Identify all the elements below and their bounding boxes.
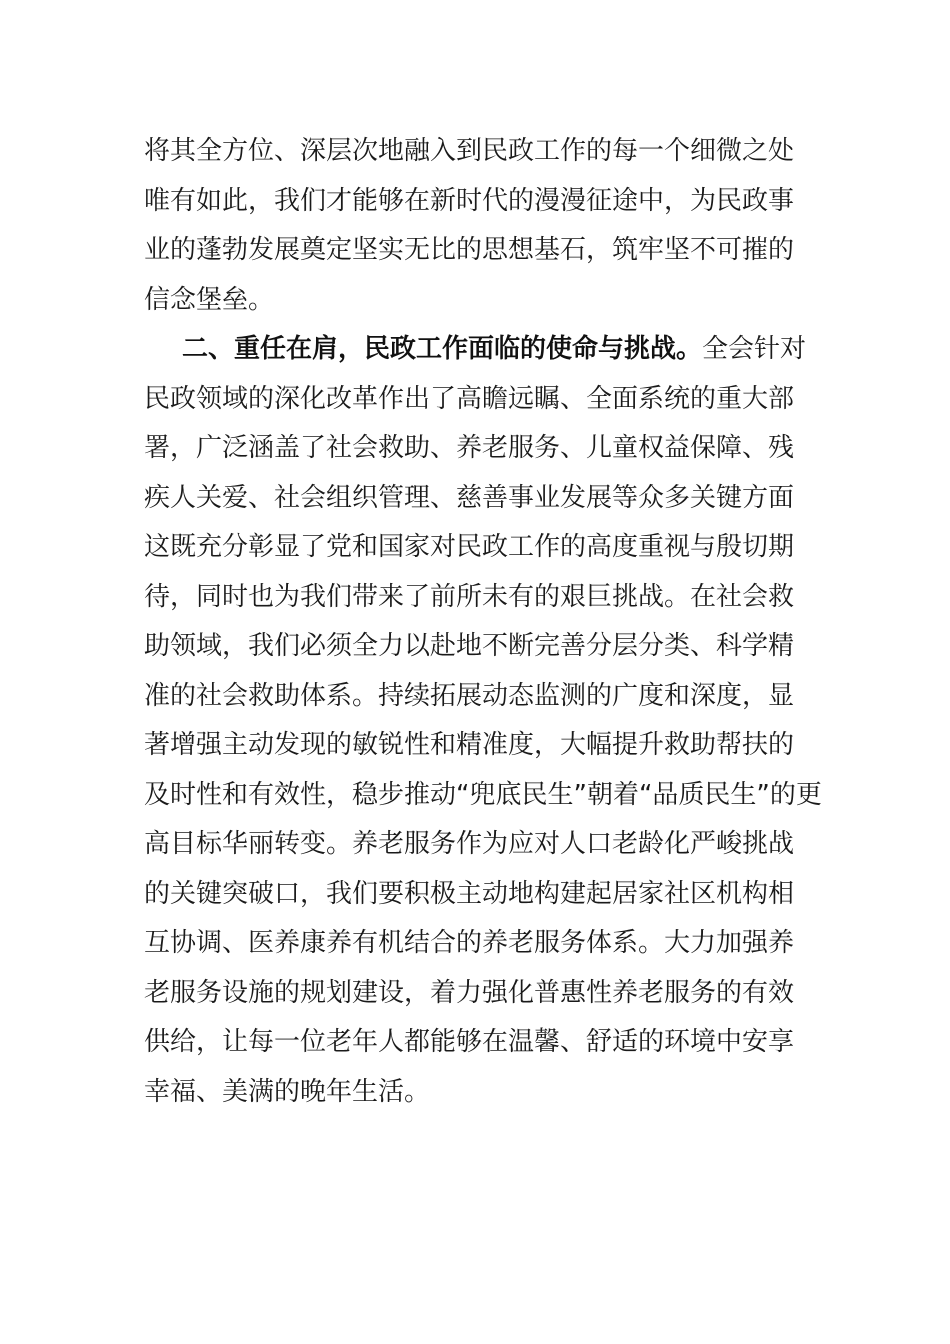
- text-line: [144, 325, 808, 375]
- text-line: 将其全方位、深层次地融入到民政工作的每一个细微之处: [144, 136, 795, 166]
- body-text: [144, 127, 822, 1117]
- text-line: 互协调、医养康养有机结合的养老服务体系。大力加强养: [144, 928, 795, 958]
- text-line: 待，同时也为我们带来了前所未有的艰巨挑战。在社会救: [144, 581, 795, 612]
- text-line: 及时性和有效性，稳步推动“兜底民生”朝着“品质民生”的更: [144, 779, 822, 810]
- text-line: 信念堡垒。: [144, 284, 275, 315]
- text-line: 唯有如此，我们才能够在新时代的漫漫征途中，为民政事: [144, 185, 795, 216]
- text-line: 著增强主动发现的敏锐性和精准度，大幅提升救助帮扶的: [144, 730, 795, 760]
- text-line: 助领域，我们必须全力以赴地不断完善分层分类、科学精: [144, 631, 795, 661]
- text-line: 准的社会救助体系。持续拓展动态监测的广度和深度，显: [144, 680, 795, 711]
- text-line: 老服务设施的规划建设，着力强化普惠性养老服务的有效: [144, 977, 795, 1008]
- text-line: 幸福、美满的晚年生活。: [144, 1076, 431, 1107]
- text-line: 这既充分彰显了党和国家对民政工作的高度重视与殷切期: [144, 532, 795, 562]
- text-line: 署，广泛涵盖了社会救助、养老服务、儿童权益保障、残: [144, 433, 795, 463]
- text-line: 供给，让每一位老年人都能够在温馨、舒适的环境中安享: [144, 1027, 795, 1057]
- text-line: 业的蓬勃发展奠定坚实无比的思想基石，筑牢坚不可摧的: [144, 235, 795, 265]
- text-line: 疾人关爱、社会组织管理、慈善事业发展等众多关键方面: [144, 482, 795, 513]
- paragraph-continuation: [144, 127, 808, 325]
- text-run: 全会针对: [702, 334, 807, 364]
- text-line: 的关键突破口，我们要积极主动地构建起居家社区机构相: [144, 878, 795, 909]
- paragraph-section-two: [144, 325, 822, 1117]
- text-line: 民政领域的深化改革作出了高瞻远瞩、全面系统的重大部: [144, 383, 795, 414]
- text-line: 高目标华丽转变。养老服务作为应对人口老龄化严峻挑战: [144, 829, 795, 859]
- section-heading: 二、重任在肩，民政工作面临的使命与挑战。: [182, 334, 703, 364]
